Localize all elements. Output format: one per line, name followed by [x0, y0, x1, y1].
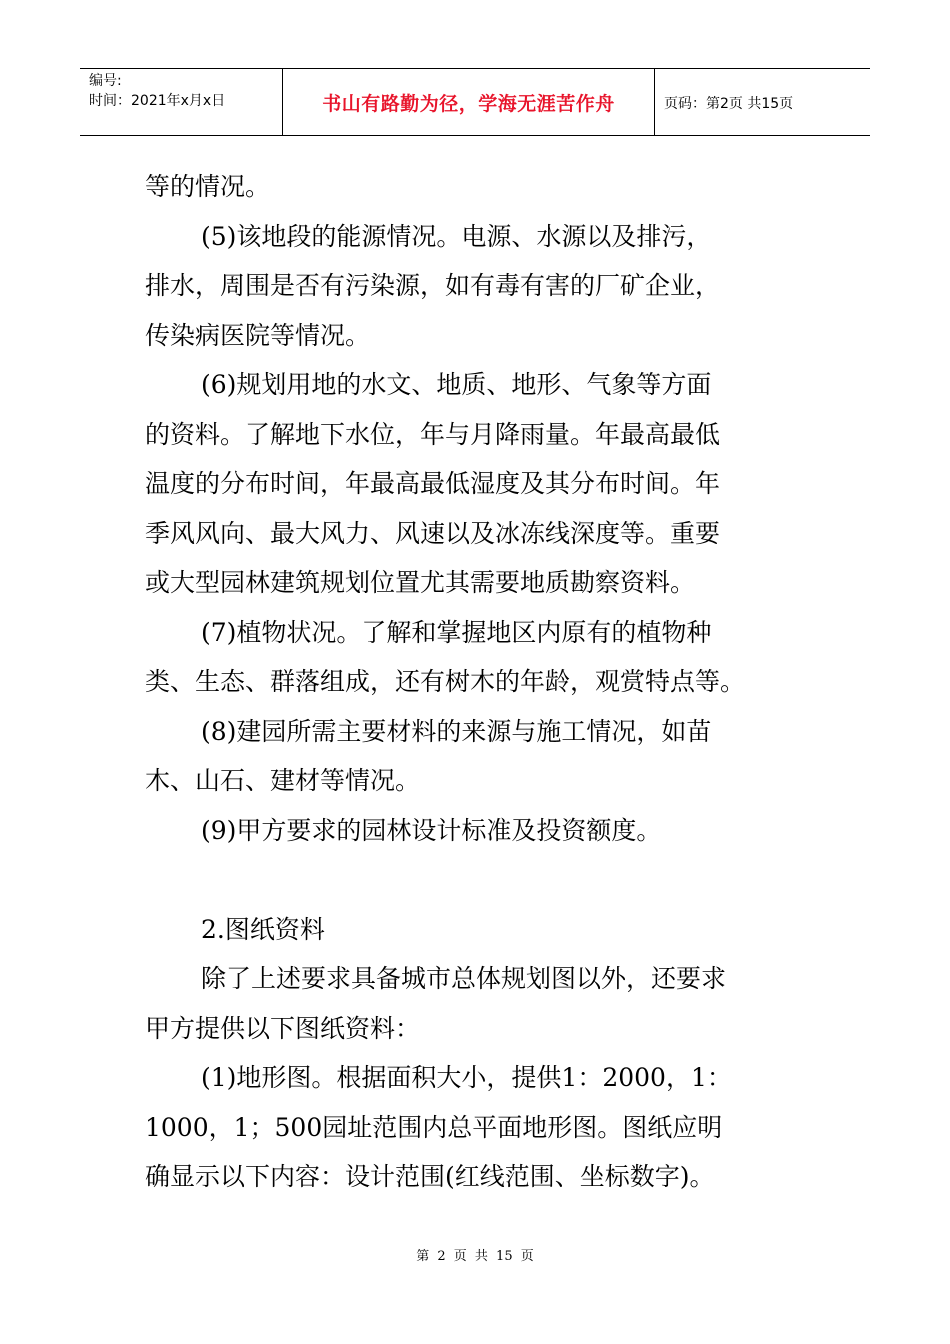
body-line: 1000，1；500园址范围内总平面地形图。图纸应明 — [145, 1112, 723, 1142]
document-header — [80, 68, 870, 136]
body-line: 甲方提供以下图纸资料： — [145, 1013, 421, 1043]
body-line: 排水，周围是否有污染源，如有毒有害的厂矿企业， — [145, 271, 721, 300]
header-time-label: 时间：2021年x月x日 — [89, 93, 226, 109]
body-line: 传染病医院等情况。 — [145, 320, 371, 350]
body-line: 等的情况。 — [145, 172, 271, 201]
body-line: 温度的分布时间，年最高最低湿度及其分布时间。年 — [145, 469, 721, 498]
header-meta-cell — [80, 69, 283, 136]
blank-line — [145, 855, 825, 905]
body-line: (6)规划用地的水文、地质、地形、气象等方面 — [201, 370, 712, 399]
header-page-cell — [655, 69, 870, 136]
body-line: (1)地形图。根据面积大小，提供1：2000，1： — [201, 1063, 732, 1092]
section-heading: 2.图纸资料 — [201, 914, 325, 944]
body-line: (7)植物状况。了解和掌握地区内原有的植物种 — [201, 617, 712, 647]
body-line: 或大型园林建筑规划位置尤其需要地质勘察资料。 — [145, 568, 696, 597]
body-line: 确显示以下内容：设计范围(红线范围、坐标数字)。 — [145, 1162, 715, 1191]
body-line: 木、山石、建材等情况。 — [145, 766, 421, 795]
header-motto: 书山有路勤为径，学海无涯苦作舟 — [322, 93, 615, 115]
body-line: (9)甲方要求的园林设计标准及投资额度。 — [201, 815, 662, 845]
body-line: 的资料。了解地下水位，年与月降雨量。年最高最低 — [145, 419, 721, 449]
header-number-label: 编号: — [89, 73, 122, 89]
page-footer: 第 2 页 共 15 页 — [416, 1249, 534, 1264]
body-line: (5)该地段的能源情况。电源、水源以及排污， — [201, 221, 712, 251]
body-line: 除了上述要求具备城市总体规划图以外，还要求 — [201, 964, 727, 993]
document-body — [145, 162, 825, 1202]
header-motto-cell — [283, 69, 655, 136]
body-line: 季风风向、最大风力、风速以及冰冻线深度等。重要 — [145, 518, 721, 548]
header-page-info: 页码：第2页 共15页 — [664, 95, 794, 112]
body-line: 类、生态、群落组成，还有树木的年龄，观赏特点等。 — [145, 667, 746, 696]
body-line: (8)建园所需主要材料的来源与施工情况，如苗 — [201, 716, 712, 746]
